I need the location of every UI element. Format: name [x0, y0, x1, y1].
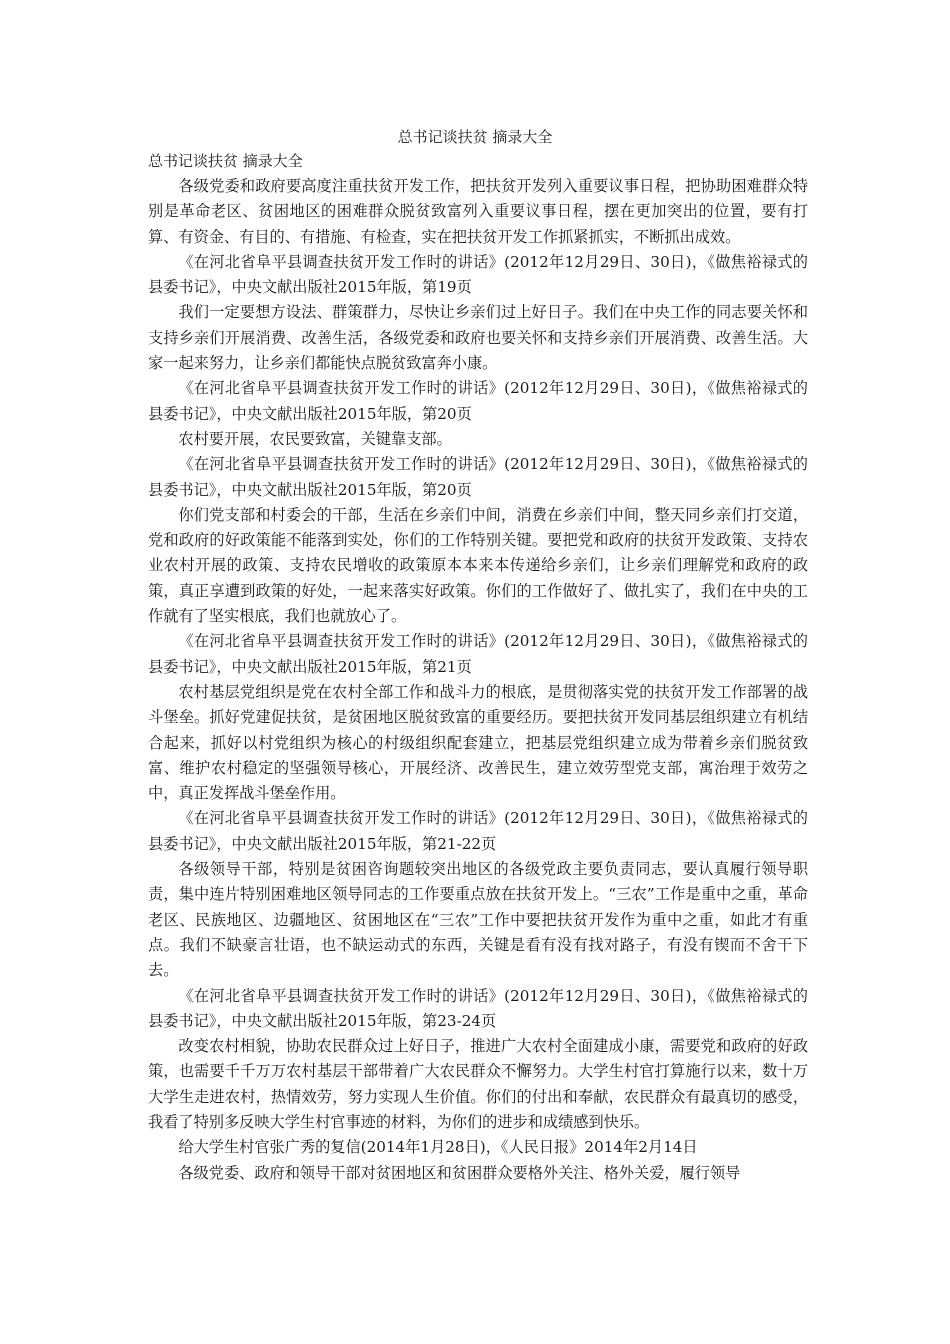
document-title: 总书记谈扶贫 摘录大全	[397, 128, 553, 146]
citation: 《在河北省阜平县调查扶贫开发工作时的讲话》(2012年12月29日、30日)，《做焦裕禄式的县委书记》，中央文献出版社2015年版，第20页	[148, 379, 808, 423]
paragraph: 农村要开展，农民要致富，关键靠支部。	[178, 429, 452, 448]
paragraph: 改变农村相貌，协助农民群众过上好日子，推进广大农村全面建成小康，需要党和政府的好政策，也需要千千万万农村基层干部带着广大农民群众不懈努力。大学生村官打算施行以来，数十万大学生走进农村，热情效劳，努力实现人生价值。你们的付出和奉献，农民群众有最真切的感受，我看了特别多反映大学生村官事迹的材料，为你们的进步和成绩感到快乐。	[148, 1037, 808, 1131]
citation: 《在河北省阜平县调查扶贫开发工作时的讲话》(2012年12月29日、30日)，《做焦裕禄式的县委书记》，中央文献出版社2015年版，第23-24页	[148, 986, 808, 1030]
paragraph: 我们一定要想方设法、群策群力，尽快让乡亲们过上好日子。我们在中央工作的同志要关怀和支持乡亲们开展消费、改善生活，各级党委和政府也要关怀和支持乡亲们开展消费、改善生活。大家一起来努力，让乡亲们都能快点脱贫致富奔小康。	[148, 303, 808, 373]
paragraph: 你们党支部和村委会的干部，生活在乡亲们中间，消费在乡亲们中间，整天同乡亲们打交道，党和政府的好政策能不能落到实处，你们的工作特别关键。要把党和政府的扶贫开发政策、支持农业农村开展的政策、支持农民增收的政策原本本来本传递给乡亲们，让乡亲们理解党和政府的政策，真正享遭到政策的好处，一起来落实好政策。你们的工作做好了、做扎实了，我们在中央的工作就有了坚实根底，我们也就放心了。	[148, 505, 808, 626]
citation: 《在河北省阜平县调查扶贫开发工作时的讲话》(2012年12月29日、30日)，《做焦裕禄式的县委书记》，中央文献出版社2015年版，第19页	[148, 252, 808, 297]
document-subtitle: 总书记谈扶贫 摘录大全	[148, 152, 303, 170]
citation: 《在河北省阜平县调查扶贫开发工作时的讲话》(2012年12月29日、30日)，《做焦裕禄式的县委书记》，中央文献出版社2015年版，第20页	[148, 455, 808, 499]
paragraph: 各级领导干部，特别是贫困咨询题较突出地区的各级党政主要负责同志，要认真履行领导职责，集中连片特别困难地区领导同志的工作要重点放在扶贫开发上。“三农”工作是重中之重，革命老区、民族地区、边疆地区、贫困地区在“三农”工作中要把扶贫开发作为重中之重，如此才有重点。我们不缺豪言壮语，也不缺运动式的东西，关键是看有没有找对路子，有没有锲而不舍干下去。	[148, 860, 808, 980]
document-body	[148, 174, 808, 1186]
citation: 《在河北省阜平县调查扶贫开发工作时的讲话》(2012年12月29日、30日)，《做焦裕禄式的县委书记》，中央文献出版社2015年版，第21页	[148, 632, 808, 676]
paragraph: 农村基层党组织是党在农村全部工作和战斗力的根底，是贯彻落实党的扶贫开发工作部署的战斗堡垒。抓好党建促扶贫，是贫困地区脱贫致富的重要经历。要把扶贫开发同基层组织建立有机结合起来，抓好以村党组织为核心的村级组织配套建立，把基层党组织建立成为带着乡亲们脱贫致富、维护农村稳定的坚强领导核心，开展经济、改善民生，建立效劳型党支部，寓治理于效劳之中，真正发挥战斗堡垒作用。	[148, 682, 808, 803]
paragraph: 各级党委和政府要高度注重扶贫开发工作，把扶贫开发列入重要议事日程，把协助困难群众特别是革命老区、贫困地区的困难群众脱贫致富列入重要议事日程，摆在更加突出的位置，要有打算、有资金、有目的、有措施、有检查，实在把扶贫开发工作抓紧抓实，不断抓出成效。	[148, 177, 808, 246]
paragraph: 各级党委、政府和领导干部对贫困地区和贫困群众要格外关注、格外关爱，履行领导	[178, 1163, 741, 1182]
citation: 《在河北省阜平县调查扶贫开发工作时的讲话》(2012年12月29日、30日)，《做焦裕禄式的县委书记》，中央文献出版社2015年版，第21-22页	[148, 809, 808, 853]
citation: 给大学生村官张广秀的复信(2014年1月28日)，《人民日报》2014年2月14日	[178, 1138, 698, 1157]
